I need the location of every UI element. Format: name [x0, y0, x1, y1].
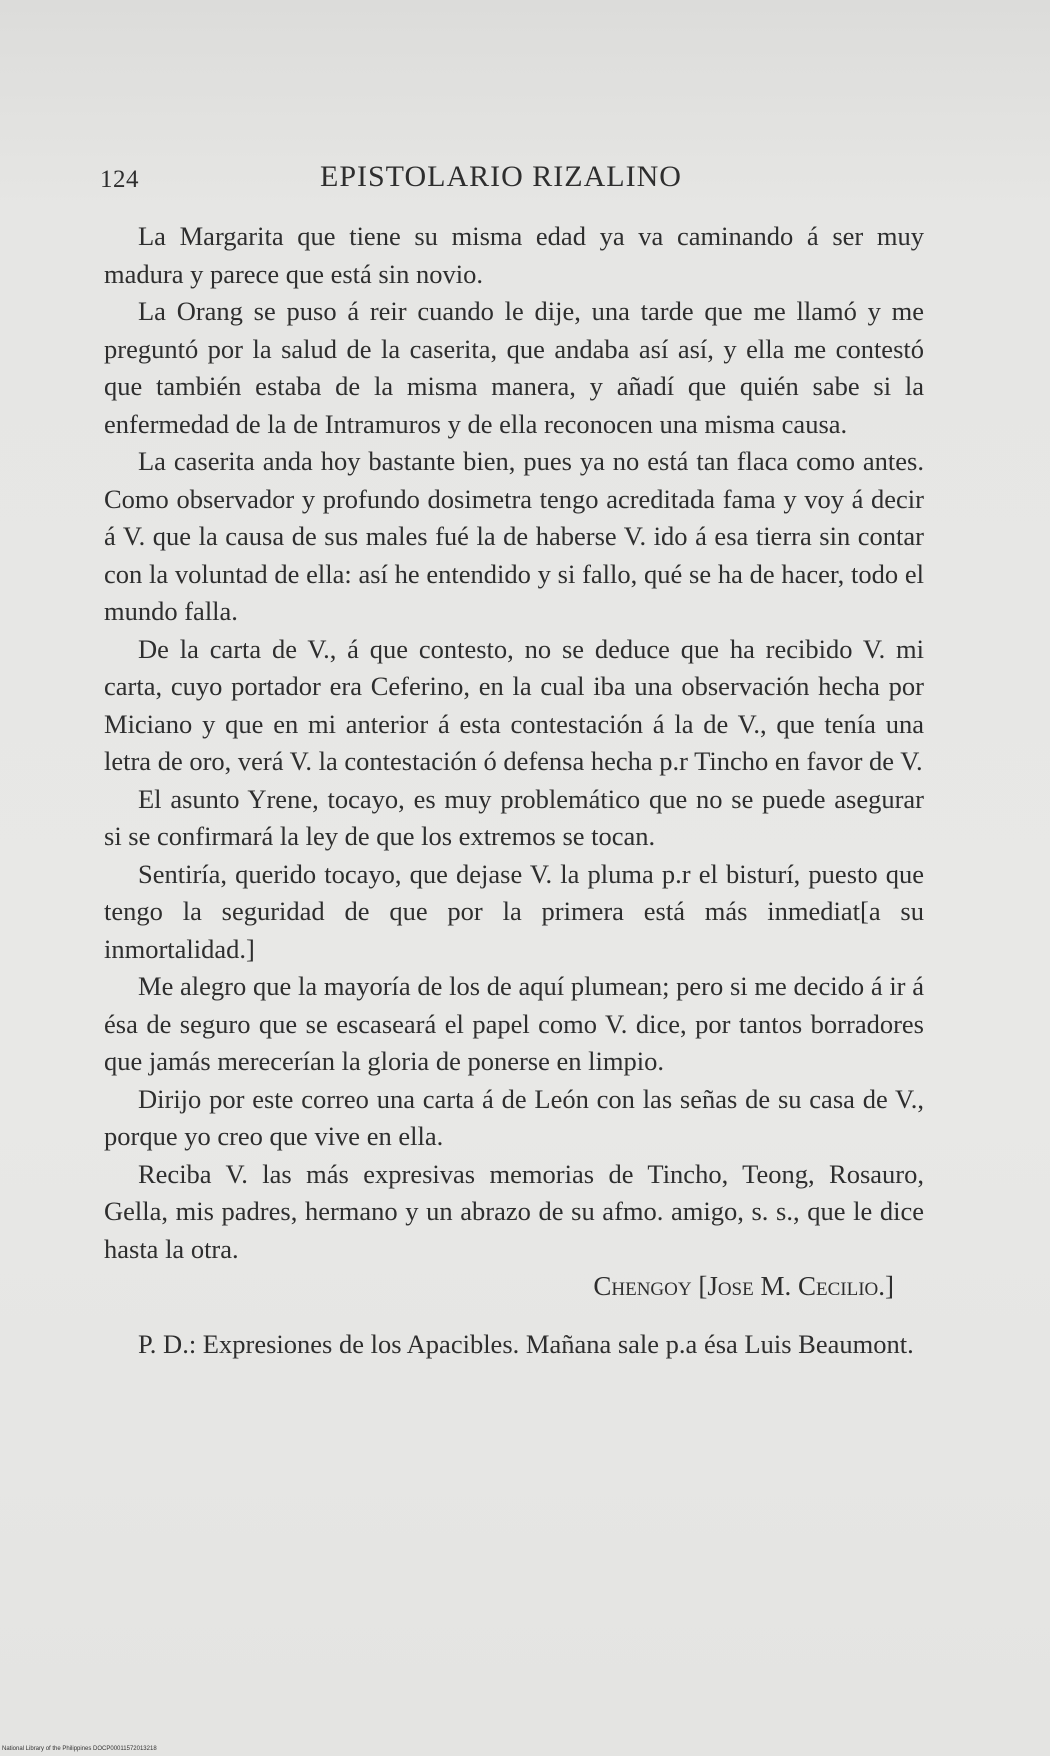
page-number: 124	[100, 166, 139, 193]
paragraph: La Orang se puso á reir cuando le dije, una tarde que me llamó y me preguntó por la salud de la caserita, que andaba así así, y ella me contestó que también estaba de la misma manera, y añadí que quién sabe si la enfermedad de la de Intramuros y de ella reconocen una misma causa.	[104, 296, 924, 439]
letter-body	[104, 218, 924, 1363]
postscript: P. D.: Expresiones de los Apacibles. Mañana sale p.a ésa Luis Beaumont.	[138, 1328, 914, 1359]
paragraph: Dirijo por este correo una carta á de León con las señas de su casa de V., porque yo creo que vive en ella.	[104, 1083, 924, 1151]
paragraph: Sentiría, querido tocayo, que dejase V. la pluma p.r el bisturí, puesto que tengo la seguridad de que por la primera está más inmediat[a su inmortalidad.]	[104, 858, 924, 964]
scan-credit: National Library of the Philippines DOCP00011572013218	[2, 1746, 157, 1752]
page-header	[100, 160, 930, 200]
paragraph: La Margarita que tiene su misma edad ya va caminando á ser muy madura y parece que está sin novio.	[104, 221, 924, 289]
paragraph: Reciba V. las más expresivas memorias de Tincho, Teong, Rosauro, Gella, mis padres, hermano y un abrazo de su afmo. amigo, s. s., que le dice hasta la otra.	[104, 1158, 924, 1264]
paragraph: El asunto Yrene, tocayo, es muy problemático que no se puede asegurar si se confirmará la ley de que los extremos se tocan.	[104, 783, 924, 851]
paragraph: Me alegro que la mayoría de los de aquí plumean; pero si me decido á ir á ésa de seguro que se escaseará el papel como V. dice, por tantos borradores que jamás merecerían la gloria de ponerse en limpio.	[104, 971, 924, 1076]
paragraph: La caserita anda hoy bastante bien, pues ya no está tan flaca como antes. Como observador y profundo dosimetra tengo acreditada fama y voy á decir á V. que la causa de sus males fué la de haberse V. ido á esa tierra sin contar con la voluntad de ella: así he entendido y si fallo, qué se ha de hacer, todo el mundo falla.	[104, 446, 924, 626]
paragraph: De la carta de V., á que contesto, no se deduce que ha recibido V. mi carta, cuyo portador era Ceferino, en la cual iba una observación hecha por Miciano y que en mi anterior á esta contestación á la de V., que tenía una letra de oro, verá V. la contestación ó defensa hecha p.r Tincho en favor de V.	[104, 633, 924, 776]
running-title: EPISTOLARIO RIZALINO	[320, 160, 682, 193]
signature: Chengoy [Jose M. Cecilio.]	[593, 1271, 894, 1301]
